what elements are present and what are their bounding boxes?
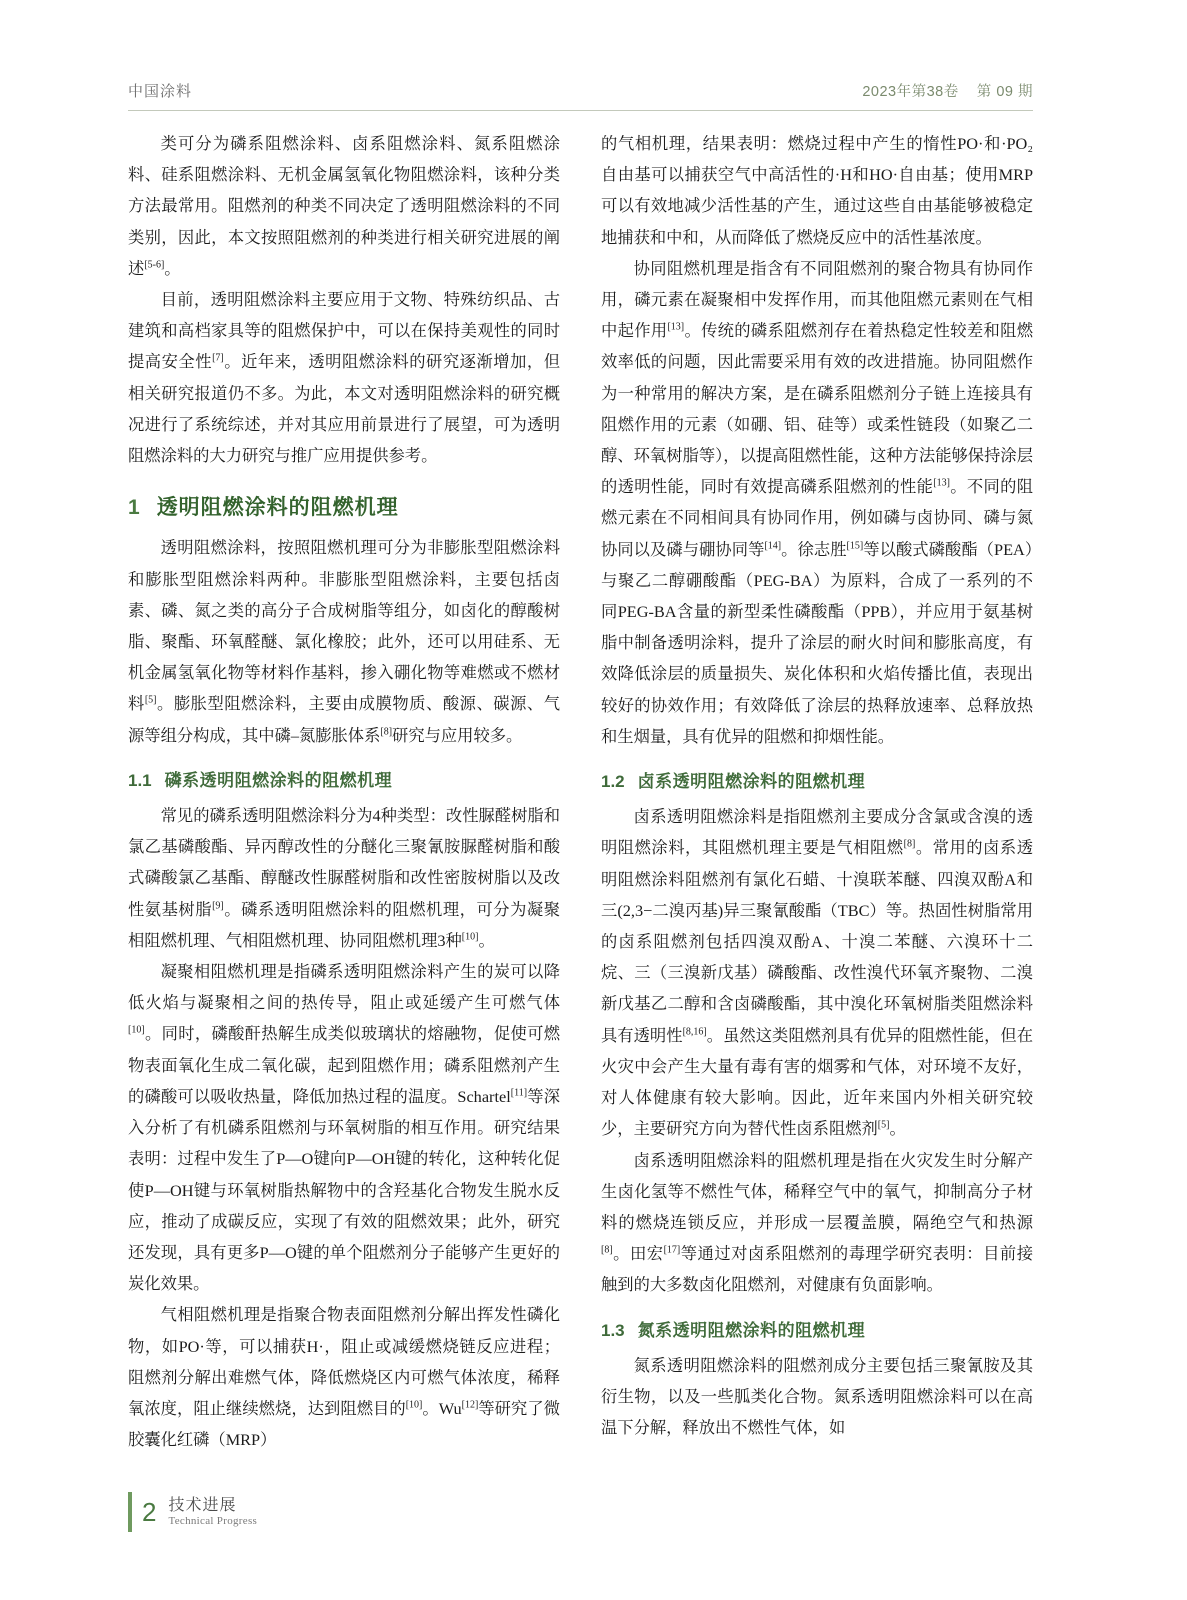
subsection-number: 1.1 — [128, 770, 152, 790]
paragraph: 气相阻燃机理是指聚合物表面阻燃剂分解出挥发性磷化物，如PO·等，可以捕获H·，阻止或减缓燃烧链反应进程；阻燃剂分解出难燃气体，降低燃烧区内可燃气体浓度，稀释氧浓度，阻止继续燃烧，达到阻燃目的[10]。Wu[12]等研究了微胶囊化红磷（MRP） — [128, 1305, 560, 1450]
footer-section-cn: 技术进展 — [168, 1496, 237, 1514]
header-divider — [128, 110, 1033, 111]
paragraph: 氮系透明阻燃涂料的阻燃剂成分主要包括三聚氰胺及其衍生物，以及一些胍类化合物。氮系透明阻燃涂料可以在高温下分解，释放出不燃性气体，如 — [601, 1355, 1033, 1438]
subsection-number: 1.3 — [601, 1320, 625, 1340]
page-footer — [128, 1492, 257, 1532]
paragraph: 目前，透明阻燃涂料主要应用于文物、特殊纺织品、古建筑和高档家具等的阻燃保护中，可以在保持美观性的同时提高安全性[7]。近年来，透明阻燃涂料的研究逐渐增加，但相关研究报道仍不多。为此，本文对透明阻燃涂料的研究概况进行了系统综述，并对其应用前景进行了展望，可为透明阻燃涂料的大力研究与推广应用提供参考。 — [128, 290, 560, 466]
section-heading-1-1 — [128, 765, 560, 796]
subsection-title: 磷系透明阻燃涂料的阻燃机理 — [164, 770, 393, 790]
paragraph: 协同阻燃机理是指含有不同阻燃剂的聚合物具有协同作用，磷元素在凝聚相中发挥作用，而其他阻燃元素则在气相中起作用[13]。传统的磷系阻燃剂存在着热稳定性较差和阻燃效率低的问题，因此需要采用有效的改进措施。协同阻燃作为一种常用的解决方案，是在磷系阻燃剂分子链上连接具有阻燃作用的元素（如硼、铝、硅等）或柔性链段（如聚乙二醇、环氧树脂等），以提高阻燃性能，这种方法能够保持涂层的透明性能，同时有效提高磷系阻燃剂的性能[13]。不同的阻燃元素在不同相间具有协同作用，例如磷与卤协同、磷与氮协同以及磷与硼协同等[14]。徐志胜[15]等以酸式磷酸酯（PEA）与聚乙二醇硼酸酯（PEG-BA）为原料，合成了一系列的不同PEG-BA含量的新型柔性磷酸酯（PPB），并应用于氨基树脂中制备透明涂料，提升了涂层的耐火时间和膨胀高度，有效降低涂层的质量损失、炭化体积和火焰传播比值，表现出较好的协效作用；有效降低了涂层的热释放速率、总释放热和生烟量，具有优异的阻燃和抑烟性能。 — [601, 258, 1033, 746]
section-heading-1 — [128, 492, 560, 523]
footer-section-labels — [168, 1496, 257, 1528]
right-column — [601, 128, 1033, 1443]
paragraph: 卤系透明阻燃涂料的阻燃机理是指在火灾发生时分解产生卤化氢等不燃性气体，稀释空气中的氧气，抑制高分子材料的燃烧连锁反应，并形成一层覆盖膜，隔绝空气和热源[8]。田宏[17]等通过对卤系阻燃剂的毒理学研究表明：目前接触到的大多数卤化阻燃剂，对健康有负面影响。 — [601, 1150, 1033, 1295]
section-heading-1-3 — [601, 1315, 1033, 1346]
issue-info: 2023年第38卷 第 09 期 — [862, 84, 1033, 100]
footer-accent-bar — [128, 1492, 132, 1532]
paragraph: 透明阻燃涂料，按照阻燃机理可分为非膨胀型阻燃涂料和膨胀型阻燃涂料两种。非膨胀型阻燃涂料，主要包括卤素、磷、氮之类的高分子合成树脂等组分，如卤化的醇酸树脂、聚酯、环氧醛醚、氯化橡胶；此外，还可以用硅系、无机金属氢氧化物等材料作基料，掺入硼化物等难燃或不燃材料[5]。膨胀型阻燃涂料，主要由成膜物质、酸源、碳源、气源等组分构成，其中磷–氮膨胀体系[8]研究与应用较多。 — [128, 538, 560, 745]
paragraph: 类可分为磷系阻燃涂料、卤系阻燃涂料、氮系阻燃涂料、硅系阻燃涂料、无机金属氢氧化物阻燃涂料，该种分类方法最常用。阻燃剂的种类不同决定了透明阻燃涂料的不同类别，因此，本文按照阻燃剂的种类进行相关研究进展的阐述[5-6]。 — [128, 134, 560, 278]
section-heading-1-2 — [601, 766, 1033, 797]
subsection-title: 氮系透明阻燃涂料的阻燃机理 — [637, 1320, 866, 1340]
paragraph: 常见的磷系透明阻燃涂料分为4种类型：改性脲醛树脂和氯乙基磷酸酯、异丙醇改性的分醚化三聚氰胺脲醛树脂和酸式磷酸氯乙基酯、醇醚改性脲醛树脂和改性密胺树脂以及改性氨基树脂[9]。磷系透明阻燃涂料的阻燃机理，可分为凝聚相阻燃机理、气相阻燃机理、协同阻燃机理3种[10]。 — [128, 806, 560, 950]
paragraph: 的气相机理，结果表明：燃烧过程中产生的惰性PO·和·PO₂自由基可以捕获空气中高活性的·H和HO·自由基；使用MRP可以有效地减少活性基的产生，通过这些自由基能够被稳定地捕获和中和，从而降低了燃烧反应中的活性基浓度。 — [601, 134, 1033, 247]
journal-name: 中国涂料 — [128, 83, 193, 100]
paragraph: 凝聚相阻燃机理是指磷系透明阻燃涂料产生的炭可以降低火焰与凝聚相之间的热传导，阻止或延缓产生可燃气体[10]。同时，磷酸酐热解生成类似玻璃状的熔融物，促使可燃物表面氧化生成二氧化碳，起到阻燃作用；磷系阻燃剂产生的磷酸可以吸收热量，降低加热过程的温度。Schartel[11]等深入分析了有机磷系阻燃剂与环氧树脂的相互作用。研究结果表明：过程中发生了P—O键向P—OH键的转化，这种转化促使P—OH键与环氧树脂热解物中的含羟基化合物发生脱水反应，推动了成碳反应，实现了有效的阻燃效果；此外，研究还发现，具有更多P—O键的单个阻燃剂分子能够产生更好的炭化效果。 — [128, 962, 560, 1294]
page-number: 2 — [142, 1497, 157, 1527]
subsection-title: 卤系透明阻燃涂料的阻燃机理 — [637, 772, 866, 792]
subsection-number: 1.2 — [601, 772, 625, 792]
left-column — [128, 128, 560, 1455]
paragraph: 卤系透明阻燃涂料是指阻燃剂主要成分含氯或含溴的透明阻燃涂料，其阻燃机理主要是气相阻燃[8]。常用的卤系透明阻燃涂料阻燃剂有氯化石蜡、十溴联苯醚、四溴双酚A和三(2,3−二溴丙基)异三聚氰酸酯（TBC）等。热固性树脂常用的卤系阻燃剂包括四溴双酚A、十溴二苯醚、六溴环十二烷、三（三溴新戊基）磷酸酯、改性溴代环氧齐聚物、二溴新戊基乙二醇和含卤磷酸酯，其中溴化环氧树脂类阻燃涂料具有透明性[8,16]。虽然这类阻燃剂具有优异的阻燃性能，但在火灾中会产生大量有毒有害的烟雾和气体，对环境不友好，对人体健康有较大影响。因此，近年来国内外相关研究较少，主要研究方向为替代性卤系阻燃剂[5]。 — [601, 807, 1033, 1139]
footer-section-en: Technical Progress — [168, 1515, 258, 1527]
section-number: 1 — [128, 496, 140, 520]
section-title: 透明阻燃涂料的阻燃机理 — [156, 496, 399, 520]
page-header — [128, 80, 1033, 101]
